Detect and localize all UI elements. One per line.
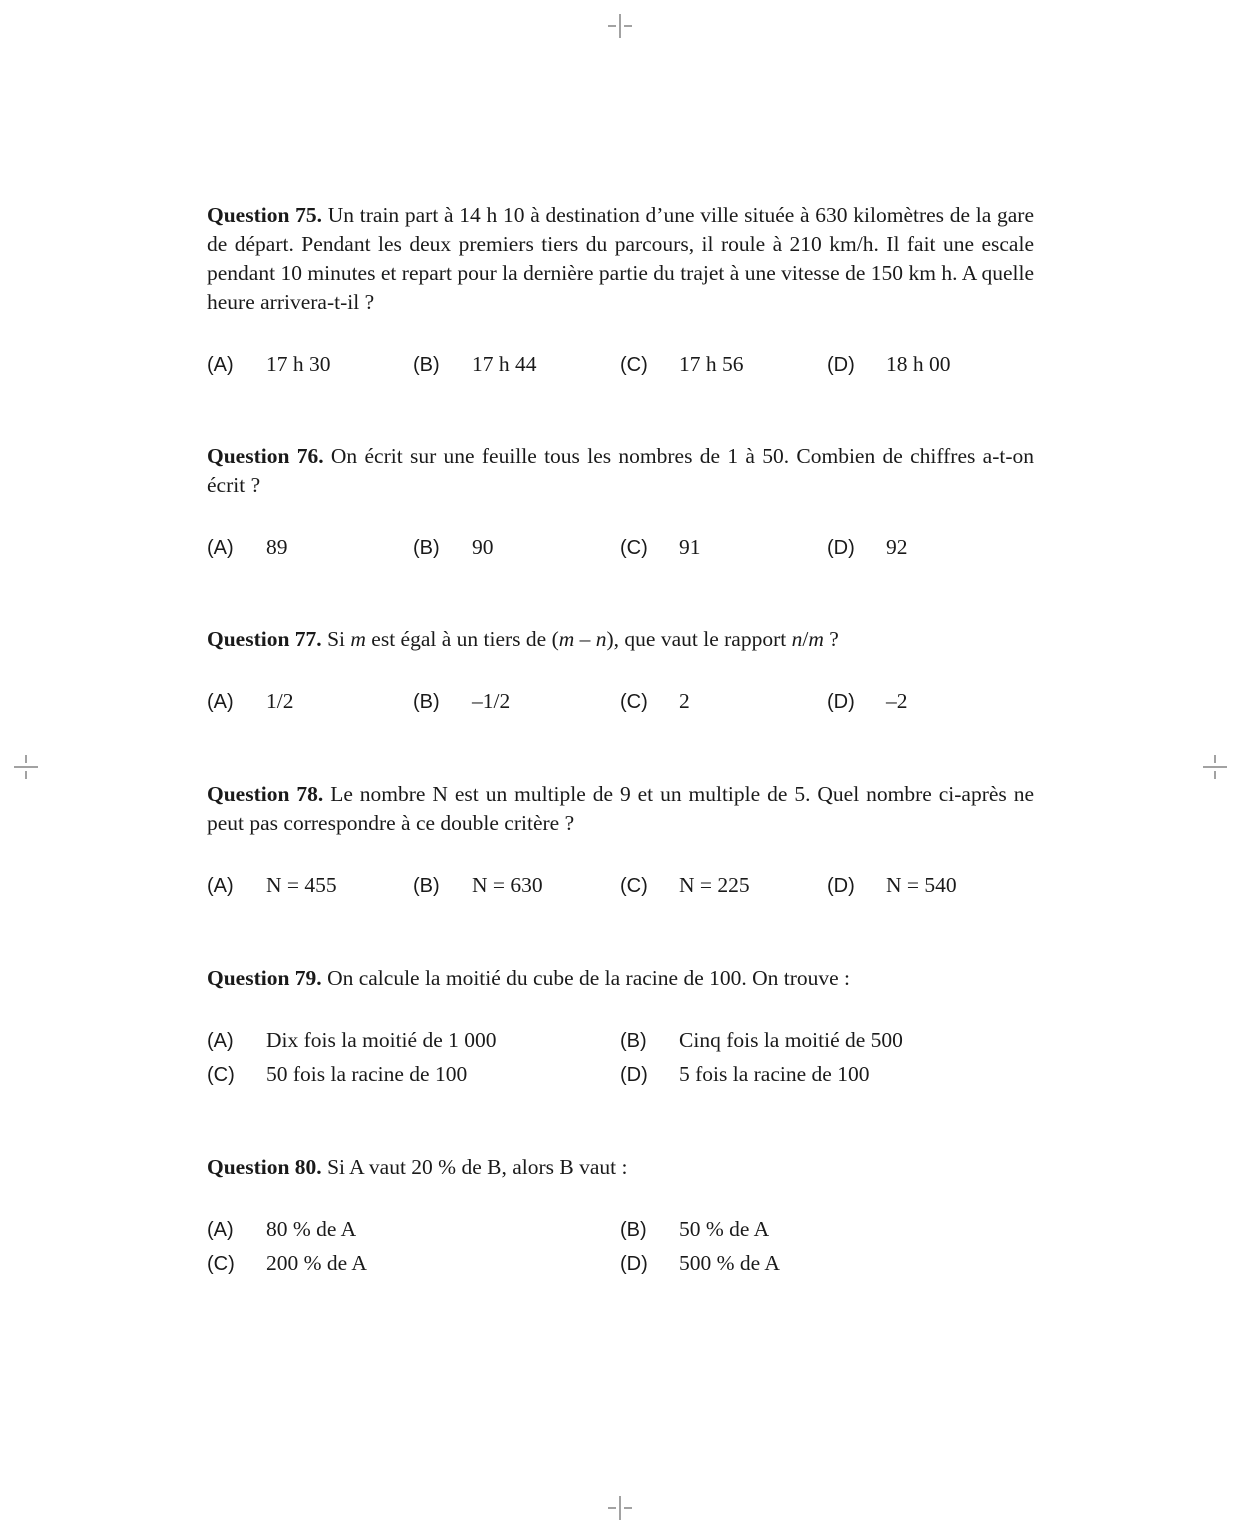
answer-options — [207, 350, 1034, 379]
question-text: Un train part à 14 h 10 à destination d’une ville située à 630 kilomètres de la gare de départ. Pendant les deux premiers tiers du parcours, il roule à 210 km/h. Il fait une escale pendant 10 minutes et repart pour la dernière partie du trajet à une vitesse de 150 km h. A quelle heure arrivera-t-il ? — [207, 203, 1035, 314]
question-80-text-block — [207, 1153, 1034, 1182]
option-c: (C) 200 % de A — [207, 1251, 367, 1275]
option-c: (C) 17 h 56 — [620, 352, 744, 376]
question-text: Si A vaut 20 % de B, alors B vaut : — [327, 1155, 628, 1179]
question-label: Question 78. — [207, 782, 324, 806]
option-d: (D) 92 — [827, 535, 908, 559]
question-text: On écrit sur une feuille tous les nombres de 1 à 50. Combien de chiffres a-t-on écrit ? — [207, 444, 1034, 497]
question-text: Le nombre N est un multiple de 9 et un multiple de 5. Quel nombre ci-après ne peut pas correspondre à ce double critère ? — [207, 782, 1035, 835]
option-b: (B) Cinq fois la moitié de 500 — [620, 1028, 903, 1052]
option-c: (C) 91 — [620, 535, 701, 559]
option-c: (C) N = 225 — [620, 873, 750, 897]
option-d: (D) 5 fois la racine de 100 — [620, 1062, 870, 1086]
question-79 — [207, 964, 1034, 1094]
option-c: (C) 2 — [620, 689, 690, 713]
question-75 — [207, 201, 1034, 379]
option-d: (D) –2 — [827, 689, 908, 713]
answer-options — [207, 1026, 1034, 1094]
question-label: Question 80. — [207, 1155, 322, 1179]
question-76 — [207, 442, 1034, 562]
option-b: (B) –1/2 — [413, 689, 511, 713]
question-80 — [207, 1153, 1034, 1283]
question-label: Question 77. — [207, 627, 322, 651]
option-d: (D) 500 % de A — [620, 1251, 780, 1275]
crop-mark-left — [12, 753, 40, 781]
option-b: (B) 90 — [413, 535, 494, 559]
question-77-text-block — [207, 625, 1034, 654]
option-b: (B) 17 h 44 — [413, 352, 537, 376]
question-78 — [207, 780, 1034, 900]
option-a: (A) 1/2 — [207, 689, 294, 713]
option-a: (A) Dix fois la moitié de 1 000 — [207, 1028, 497, 1052]
question-76-text-block — [207, 442, 1034, 500]
question-label: Question 76. — [207, 444, 324, 468]
crop-mark-right — [1201, 753, 1229, 781]
crop-mark-bottom — [606, 1494, 634, 1522]
option-d: (D) N = 540 — [827, 873, 957, 897]
question-78-text-block — [207, 780, 1034, 838]
option-b: (B) 50 % de A — [620, 1217, 770, 1241]
answer-options — [207, 871, 1034, 900]
answer-options — [207, 533, 1034, 562]
question-75-text-block — [207, 201, 1034, 317]
question-label: Question 75. — [207, 203, 323, 227]
question-79-text-block — [207, 964, 1034, 993]
answer-options — [207, 687, 1034, 716]
question-label: Question 79. — [207, 966, 322, 990]
option-b: (B) N = 630 — [413, 873, 543, 897]
crop-mark-top — [606, 12, 634, 40]
question-text: On calcule la moitié du cube de la racine de 100. On trouve : — [327, 966, 851, 990]
option-a: (A) N = 455 — [207, 873, 337, 897]
question-text: Si m est égal à un tiers de (m – n), que vaut le rapport n/m ? — [327, 627, 839, 651]
answer-options — [207, 1215, 1034, 1283]
option-a: (A) 89 — [207, 535, 288, 559]
question-77 — [207, 625, 1034, 716]
option-d: (D) 18 h 00 — [827, 352, 951, 376]
option-a: (A) 17 h 30 — [207, 352, 331, 376]
option-a: (A) 80 % de A — [207, 1217, 357, 1241]
option-c: (C) 50 fois la racine de 100 — [207, 1062, 468, 1086]
